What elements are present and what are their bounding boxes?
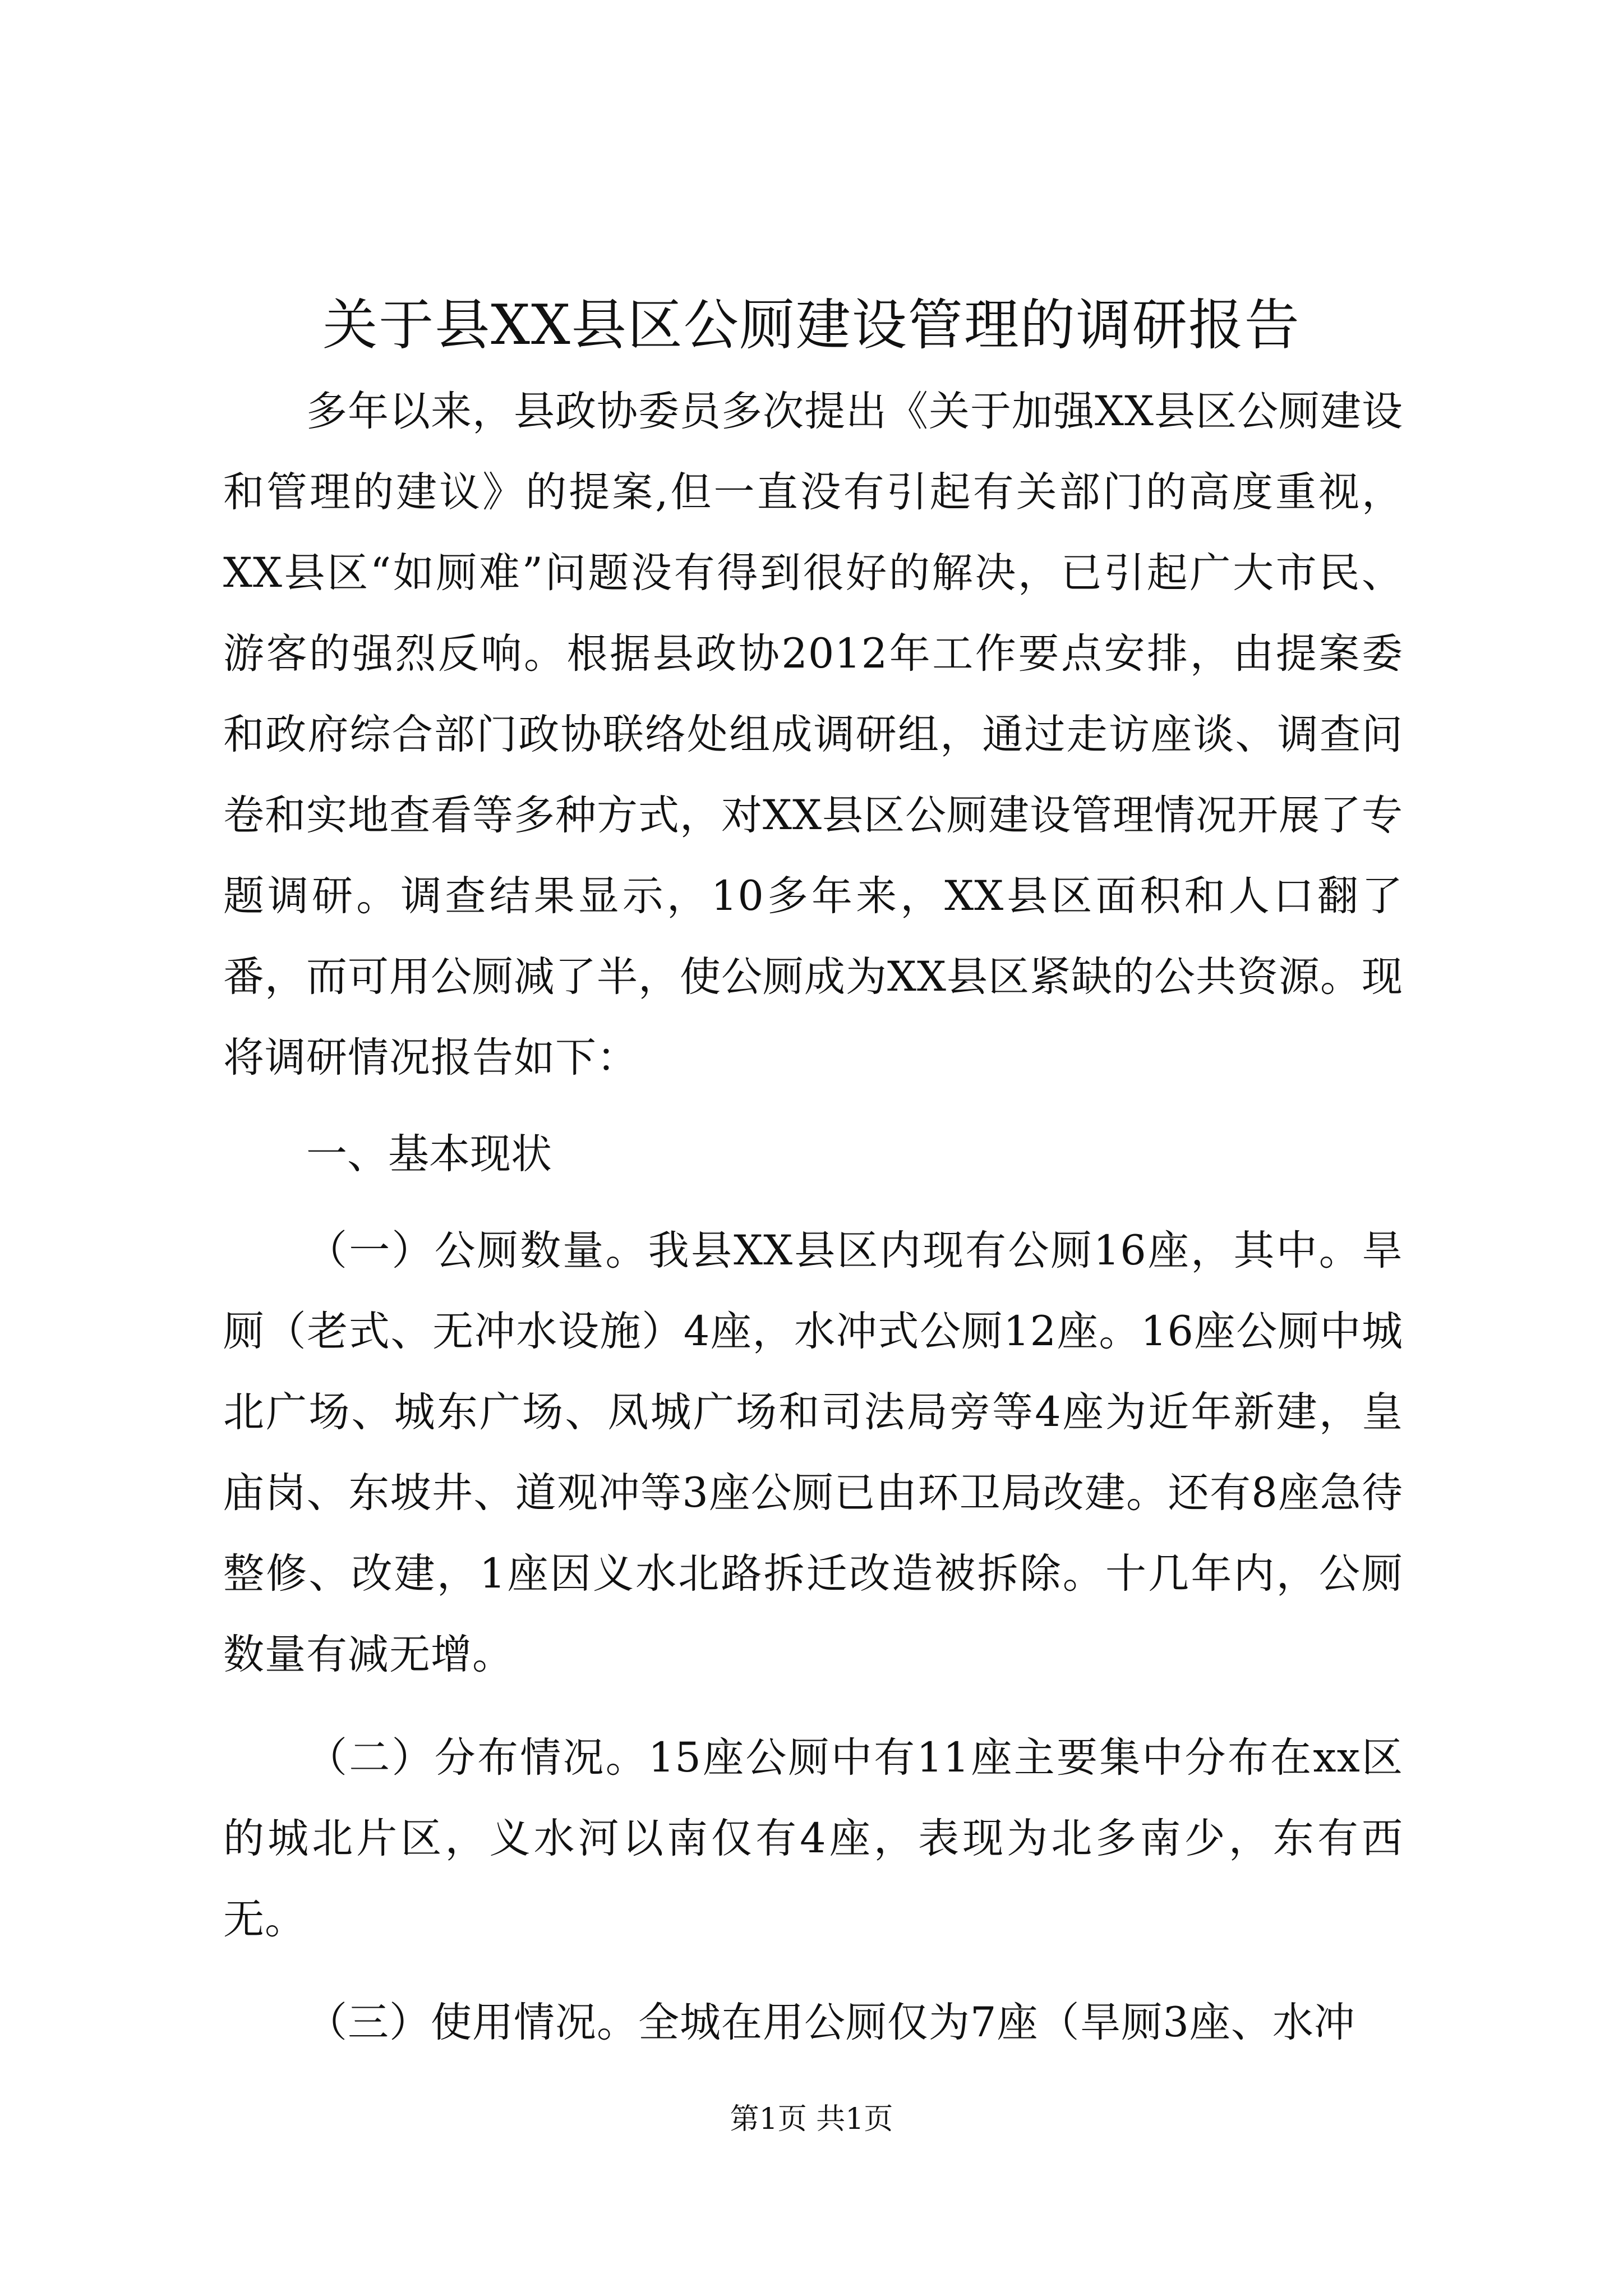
document-title: 关于县XX县区公厕建设管理的调研报告 [322, 293, 1301, 357]
section-heading-basic-status: 一、基本现状 [306, 1130, 552, 1178]
document-body [223, 371, 1403, 2063]
page-footer: 第1页 共1页 [730, 2102, 893, 2136]
item-paragraph-usage: （三）使用情况。全城在用公厕仅为7座（旱厕3座、水冲 [306, 1999, 1355, 2046]
item-paragraph-toilet-count: （一）公厕数量。我县XX县区内现有公厕16座，其中。旱厕（老式、无冲水设施）4座，水冲式公厕12座。16座公厕中城北广场、城东广场、凤城广场和司法局旁等4座为近年新建，皇庙岗、东坡井、道观冲等3座公厕已由环卫局改建。还有8座急待整修、改建，1座因义水北路拆迁改造被拆除。十几年内，公厕数量有减无增。 [223, 1227, 1403, 1678]
intro-paragraph: 多年以来，县政协委员多次提出《关于加强XX县区公厕建设和管理的建议》的提案,但一直没有引起有关部门的高度重视，XX县区“如厕难”问题没有得到很好的解决，已引起广大市民、游客的强烈反响。根据县政协2012年工作要点安排，由提案委和政府综合部门政协联络处组成调研组，通过走访座谈、调查问卷和实地查看等多种方式，对XX县区公厕建设管理情况开展了专题调研。调查结果显示，10多年来，XX县区面积和人口翻了番，而可用公厕减了半，使公厕成为XX县区紧缺的公共资源。现将调研情况报告如下： [223, 388, 1403, 1082]
item-paragraph-distribution: （二）分布情况。15座公厕中有11座主要集中分布在xx区的城北片区，义水河以南仅有4座，表现为北多南少，东有西无。 [223, 1734, 1403, 1943]
